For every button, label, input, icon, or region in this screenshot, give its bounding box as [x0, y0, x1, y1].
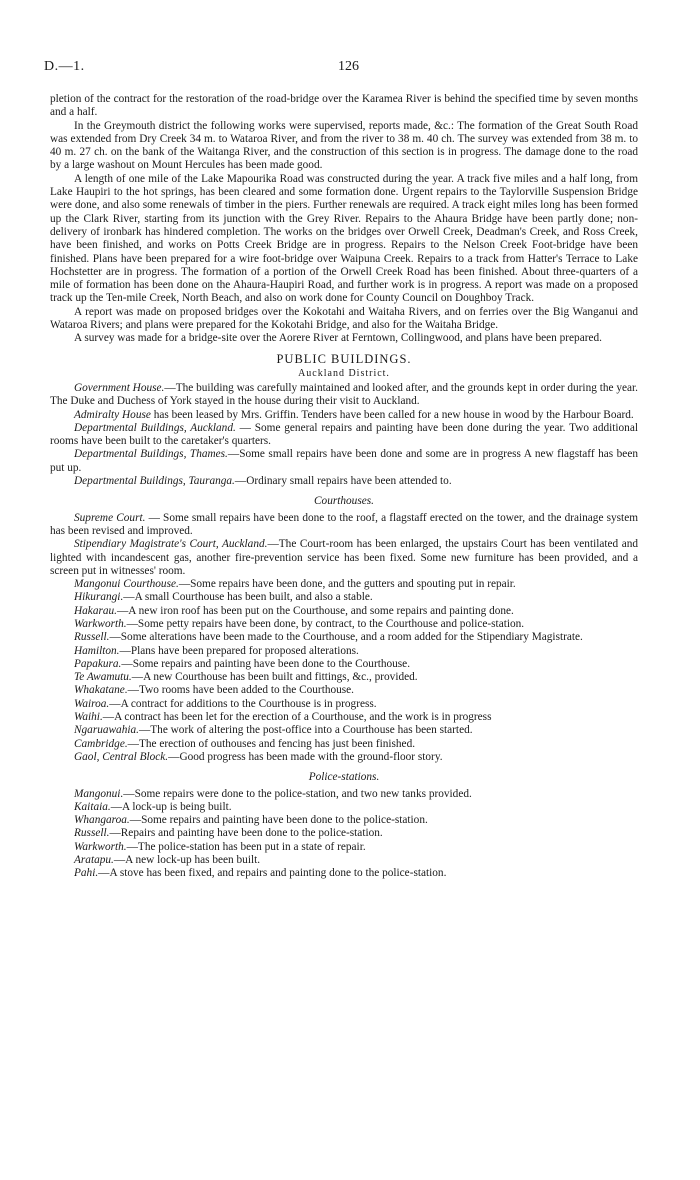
entry-name: Hamilton. — [74, 644, 120, 657]
entry-text: —A small Courthouse has been built, and also a stable. — [123, 591, 373, 604]
entry-name: Government House. — [74, 381, 165, 394]
entry-text: —Ordinary small repairs have been attended to. — [234, 475, 452, 488]
entry-name: Ngaruawahia. — [74, 724, 139, 737]
entry-paragraph — [50, 751, 638, 764]
entry-text: —The building was carefully maintained and looked after, and the grounds kept in order during the year. The Duke and Duchess of York stayed in the house during their visit to Auckland. — [50, 381, 639, 408]
entry-paragraph — [50, 827, 638, 840]
entry-text: —A contract has been let for the erection of a Courthouse, and the work is in progress — [102, 711, 492, 724]
entry-paragraph — [50, 448, 638, 475]
entry-text: —Some small repairs have been done and some are in progress A new flagstaff has been put up. — [50, 448, 638, 474]
entry-name: Papakura. — [74, 657, 122, 670]
entry-name: Warkworth. — [74, 617, 127, 630]
entry-text: — Some general repairs and painting have been done during the year. Two additional rooms have been built to the caretaker's quarters. — [50, 421, 638, 448]
entry-text: —Plans have been prepared for proposed alterations. — [119, 644, 359, 657]
entry-name: Departmental Buildings, Tauranga. — [74, 475, 235, 488]
entry-name: Wairoa. — [74, 697, 110, 710]
entry-text: —Repairs and painting have been done to the police-station. — [109, 827, 383, 840]
entry-name: Mangonui Courthouse. — [74, 578, 179, 591]
entry-name: Whangaroa. — [74, 814, 130, 827]
entry-name: Cambridge. — [74, 737, 128, 750]
entry-name: Pahi. — [74, 867, 99, 880]
entry-text: —Some repairs and painting have been done to the Courthouse. — [121, 657, 411, 670]
police-stations-section — [50, 788, 638, 881]
entry-text: —A new Courthouse has been built and fittings, &c., provided. — [131, 671, 418, 684]
entry-text: —Some petty repairs have been done, by contract, to the Courthouse and police-station. — [126, 617, 525, 630]
entry-text: —Some repairs and painting have been done to the police-station. — [129, 814, 428, 827]
entry-name: Te Awamutu. — [74, 671, 132, 684]
entry-paragraph — [50, 814, 638, 827]
entry-text: —Some alterations have been made to the Courthouse, and a room added for the Stipendiary Magistrate. — [109, 631, 583, 644]
courthouses-heading: Courthouses. — [314, 495, 374, 508]
document-reference: D.—1. — [44, 59, 85, 74]
entry-name: Stipendiary Magistrate's Court, Auckland. — [74, 538, 268, 551]
paragraph: A length of one mile of the Lake Mapourika Road was constructed during the year. A track five miles and a half long, from Lake Haupiri to the hot springs, has been cleared and some formation done. Urgent repairs to the Taylorville Suspension Bridge were done, and also some renewals of timber in the piers. Further renewals are required. A track eight miles long has been formed up the Clark River, starting from its junction with the Grey River. Repairs to the Ahaura Bridge have been partly done; non-delivery of ironbark has hindered completion. The works on the bridges over Orwell Creek, Deadman's Creek, and Ross Creek, have been finished, and works on Potts Creek Bridge are in progress. Repairs to the Nelson Creek Foot-bridge have been finished. Plans have been prepared for a wire foot-bridge over Waipuna Creek. Repairs to a track from Hatter's Terrace to Lake Hochstetter are in progress. The formation of a portion of the Orwell Creek Road has been finished. About three-quarters of a mile of formation has been done on the Ahaura-Haupiri Road, and further work is in progress. A report was made on a proposed track up the Ten-mile Creek, North Beach, and also on work done for County Council on Doughboy Track. — [50, 172, 638, 305]
entry-text: —The police-station has been put in a state of repair. — [126, 840, 366, 853]
entry-text: —The erection of outhouses and fencing has just been finished. — [127, 737, 416, 750]
entry-text: —A contract for additions to the Courthouse is in progress. — [109, 697, 377, 710]
entry-paragraph — [50, 867, 638, 880]
entry-name: Hakarau. — [74, 604, 117, 617]
entry-name: Warkworth. — [74, 840, 127, 853]
auckland-buildings-section — [50, 382, 638, 488]
entry-name: Departmental Buildings, Auckland. — [74, 421, 236, 434]
entry-paragraph — [50, 631, 638, 644]
entry-name: Mangonui. — [74, 787, 124, 800]
entry-paragraph — [50, 724, 638, 737]
paragraph: pletion of the contract for the restoration of the road-bridge over the Karamea River is behind the specified time by seven months and a half. — [50, 93, 638, 119]
entry-paragraph — [50, 578, 638, 591]
entry-name: Aratapu. — [74, 854, 114, 867]
greymouth-section — [50, 93, 638, 346]
entry-paragraph — [50, 841, 638, 854]
entry-text: —Some repairs were done to the police-station, and two new tanks provided. — [123, 787, 472, 800]
entry-name: Kaitaia. — [74, 800, 111, 813]
entry-text: —A new iron roof has been put on the Courthouse, and some repairs and painting done. — [117, 604, 514, 617]
paragraph: In the Greymouth district the following works were supervised, reports made, &c.: The formation of the Great South Road was extended from Dry Creek 34 m. to Wataroa River, and from the river to 38 m. 40 ch. The survey was extended from 38 m. to 40 m. 27 ch. on the bank of the Waitanga River, and the construction of this section is in progress. The damage done to the road by a large washout on Mount Hercules has been made good. — [50, 119, 638, 172]
entry-paragraph — [50, 738, 638, 751]
entry-paragraph — [50, 854, 638, 867]
entry-paragraph — [50, 605, 638, 618]
entry-paragraph — [50, 475, 638, 488]
entry-name: Supreme Court. — [74, 511, 146, 524]
entry-name: Admiralty House — [74, 408, 151, 421]
entry-paragraph — [50, 591, 638, 604]
entry-text: —A lock-up is being built. — [110, 800, 232, 813]
district-heading: Auckland District. — [298, 367, 390, 379]
entry-text: has been leased by Mrs. Griffin. Tenders have been called for a new house in wood by the Harbour Board. — [150, 408, 634, 421]
entry-text: —Some repairs have been done, and the gutters and spouting put in repair. — [178, 578, 516, 591]
entry-paragraph — [50, 538, 638, 578]
entry-name: Waihi. — [74, 711, 103, 724]
entry-text: —A new lock-up has been built. — [113, 854, 261, 867]
page-number: 126 — [338, 59, 359, 74]
police-stations-heading: Police-stations. — [308, 771, 380, 784]
entry-name: Whakatane. — [74, 684, 128, 697]
paragraph: A survey was made for a bridge-site over the Aorere River at Ferntown, Collingwood, and plans have been prepared. — [74, 332, 602, 345]
entry-paragraph — [50, 711, 638, 724]
entry-name: Departmental Buildings, Thames. — [74, 448, 228, 461]
entry-text: —A stove has been fixed, and repairs and painting done to the police-station. — [98, 867, 447, 880]
entry-paragraph — [50, 671, 638, 684]
entry-text: —Good progress has been made with the ground-floor story. — [168, 750, 443, 763]
entry-paragraph — [50, 658, 638, 671]
entry-paragraph — [50, 788, 638, 801]
entry-text: —The work of altering the post-office into a Courthouse has been started. — [138, 724, 473, 737]
entry-paragraph — [50, 698, 638, 711]
entry-paragraph — [50, 618, 638, 631]
entry-name: Gaol, Central Block. — [74, 750, 169, 763]
entry-text: —The Court-room has been enlarged, the upstairs Court has been ventilated and lighted with incandescent gas, another fire-prevention service has been fixed. Some new furniture has been provided, and a screen put in witnesses' room. — [50, 538, 639, 577]
entry-paragraph — [50, 801, 638, 814]
entry-text: —Two rooms have been added to the Courthouse. — [127, 684, 355, 697]
entry-text: — Some small repairs have been done to the roof, a flagstaff erected on the tower, and the drainage system has been revised and improved. — [50, 511, 638, 537]
courthouses-section — [50, 512, 638, 765]
entry-name: Hikurangi. — [74, 591, 124, 604]
entry-paragraph — [50, 512, 638, 539]
section-title: PUBLIC BUILDINGS. — [276, 351, 412, 366]
entry-name: Russell. — [74, 827, 110, 840]
entry-name: Russell. — [74, 631, 110, 644]
entry-paragraph — [50, 422, 638, 449]
entry-paragraph — [50, 409, 638, 422]
entry-paragraph — [50, 382, 638, 409]
entry-paragraph — [50, 645, 638, 658]
document-body — [50, 93, 638, 881]
paragraph: A report was made on proposed bridges over the Kokotahi and Waitaha Rivers, and on ferries over the Big Wanganui and Wataroa Rivers; and plans were prepared for the Kokotahi Bridge, and also for the Waitaha Bridge. — [50, 305, 638, 332]
entry-paragraph — [50, 684, 638, 697]
